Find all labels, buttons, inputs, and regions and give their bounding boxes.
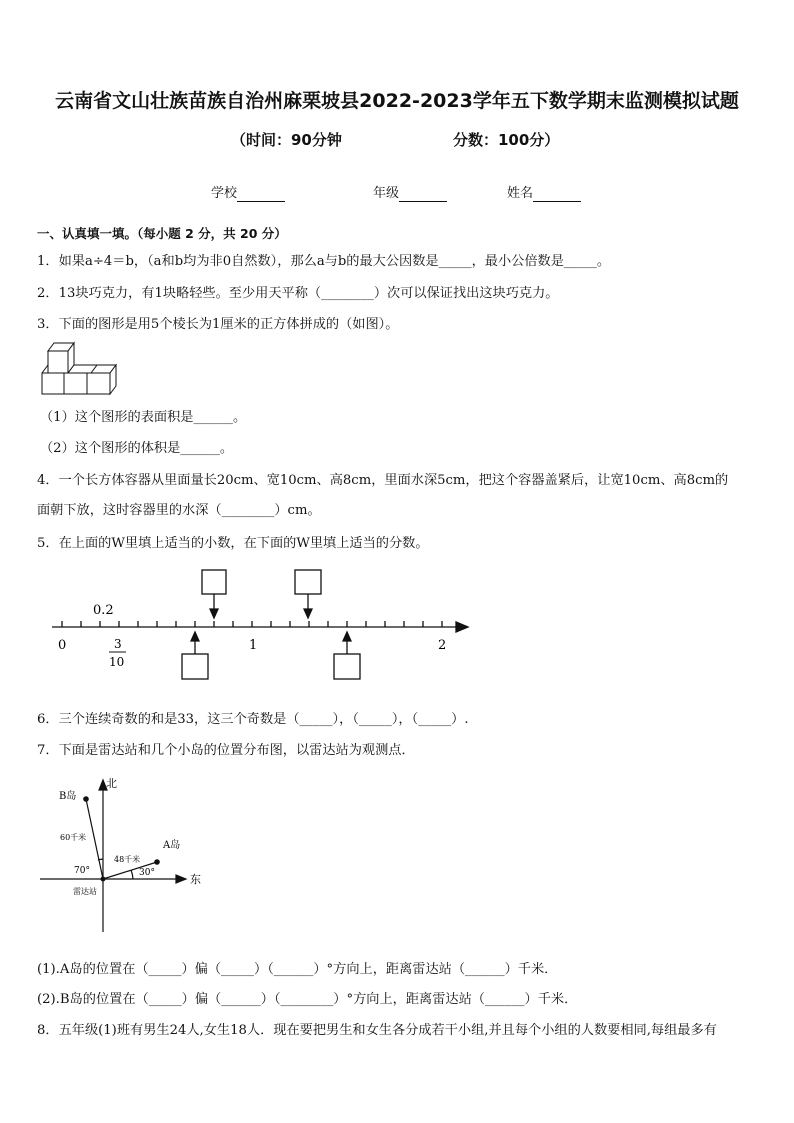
question-5: 5．在上面的W里填上适当的小数，在下面的W里填上适当的分数。 [37,536,429,551]
a-distance-label: 48千米 [114,855,141,864]
lower-box-2 [334,654,360,679]
arrow-head [456,622,468,632]
a-island-label: A岛 [163,840,181,851]
school-field [211,182,285,202]
grade-field [373,182,447,202]
lower-box-1 [182,654,208,679]
north-label: 北 [106,777,117,790]
label-0: 0 [58,638,67,653]
school-label: 学校 [211,186,238,201]
question-3-part-2: （2）这个图形的体积是______。 [40,441,234,456]
upper-box-2 [295,570,321,594]
exam-score: 分数：100分） [453,131,560,149]
question-6: 6．三个连续奇数的和是33，这三个奇数是（_____），（_____），（_____）. [37,712,469,727]
b-distance-label: 60千米 [60,833,87,842]
page-title: 云南省文山壮族苗族自治州麻栗坡县2022-2023学年五下数学期末监测模拟试题 [55,90,739,112]
exam-time: （时间：90分钟 [231,131,342,149]
question-7: 7．下面是雷达站和几个小岛的位置分布图，以雷达站为观测点． [37,743,415,758]
number-line [40,562,480,686]
a-angle-label: 30° [139,868,155,878]
name-label: 姓名 [507,186,534,201]
b-island-label: B岛 [59,791,77,802]
question-4-line-2: 面朝下放，这时容器里的水深（________）cm。 [37,503,321,518]
grade-blank [399,186,447,202]
label-2: 2 [438,638,447,653]
upper-box-1 [202,570,226,594]
name-field [507,182,581,202]
name-blank [533,186,581,202]
school-blank [237,186,285,202]
question-8: 8．五年级(1)班有男生24人,女生18人．现在要把男生和女生各分成若干小组,并且每个小组的人数要相同,每组最多有 [37,1023,717,1038]
station-label: 雷达站 [73,887,97,896]
east-label: 东 [190,873,201,886]
b-island-point [83,796,89,802]
label-0-2: 0.2 [93,603,114,618]
question-1: 1．如果a÷4＝b，（a和b均为非0自然数），那么a与b的最大公因数是_____，最小公倍数是_____。 [37,254,611,269]
question-3-part-1: （1）这个图形的表面积是______。 [40,410,247,425]
question-7-part-1: (1).A岛的位置在（_____）偏（_____）（______）°方向上，距离雷达站（______）千米． [37,962,558,977]
a-island-point [154,859,160,865]
section-heading: 一、认真填一填。（每小题 2 分，共 20 分） [37,226,287,241]
b-angle-label: 70° [74,866,90,876]
radar-map [40,772,220,937]
station-point [101,877,106,882]
question-4-line-1: 4．一个长方体容器从里面量长20cm、宽10cm、高8cm，里面水深5cm，把这个容器盖紧后，让宽10cm、高8cm的 [37,473,729,488]
grade-label: 年级 [373,186,400,201]
cube-figure [38,339,118,397]
question-7-part-2: (2).B岛的位置在（_____）偏（______）（________）°方向上，距离雷达站（______）千米． [37,992,578,1007]
label-1: 1 [249,638,258,653]
question-2: 2．13块巧克力，有1块略轻些。至少用天平称（________）次可以保证找出这块巧克力。 [37,286,559,301]
fraction-numerator: 3 [114,637,122,651]
fraction-denominator: 10 [109,655,125,669]
question-3: 3．下面的图形是用5个棱长为1厘米的正方体拼成的（如图）。 [37,317,399,332]
